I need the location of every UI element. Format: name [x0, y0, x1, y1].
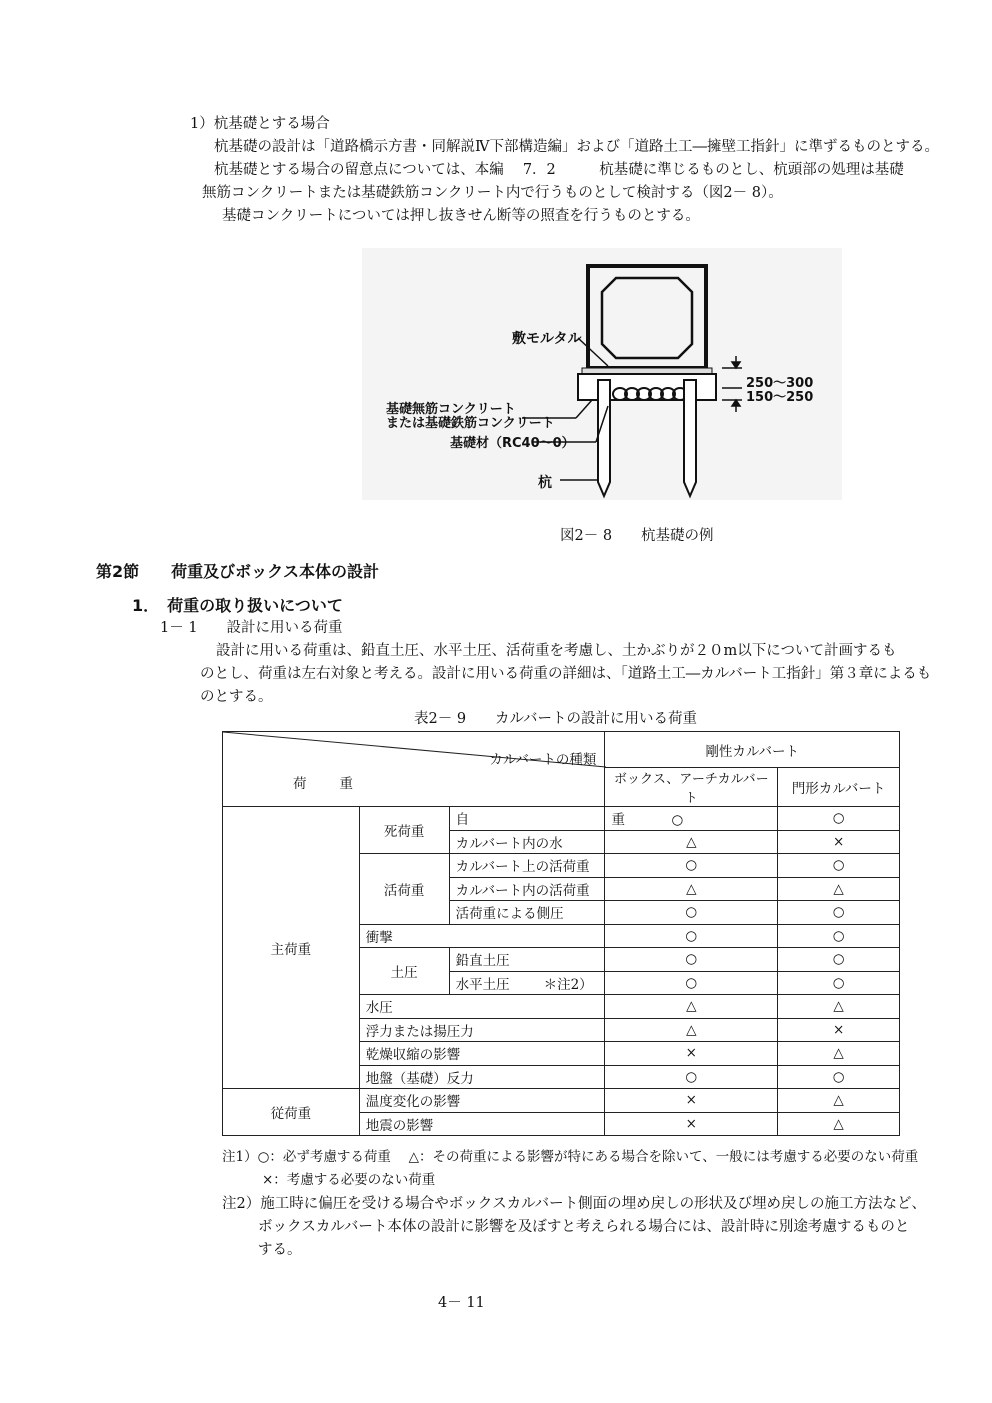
header-rigid-culvert: 剛性カルバート [605, 732, 900, 768]
row-water-inside: カルバート内の水 [449, 830, 605, 854]
paragraph-punching: 基礎コンクリートについては押し抜きせん断等の照査を行うものとする。 [222, 208, 700, 224]
row-temperature: 温度変化の影響 [359, 1089, 605, 1113]
mark-portal-r10: × [778, 1018, 900, 1042]
mark-box-r2: △ [605, 830, 778, 854]
row-drying: 乾燥収縮の影響 [359, 1042, 605, 1066]
mark-box-r1 [605, 807, 778, 831]
group-main-load: 主荷重 [223, 807, 360, 1089]
row-earthquake: 地震の影響 [359, 1112, 605, 1136]
mark-box-r14: × [605, 1112, 778, 1136]
row-self-weight [449, 807, 605, 831]
subsection-title: 1． 荷重の取り扱いについて [132, 596, 343, 615]
mark-box-r5: ○ [605, 901, 778, 925]
group-earth-pressure: 土圧 [359, 948, 449, 995]
figure-caption: 図2－ 8 杭基礎の例 [560, 528, 714, 544]
paragraph-notes-line2: 無筋コンクリートまたは基礎鉄筋コンクリート内で行うものとして検討する（図2－ 8）。 [202, 185, 783, 201]
group-live-load: 活荷重 [359, 854, 449, 925]
note2-line2: ボックスカルバート本体の設計に影響を及ぼすと考えられる場合には、設計時に別途考慮するものと [258, 1219, 910, 1235]
body-line1: 設計に用いる荷重は、鉛直土圧、水平土圧、活荷重を考慮し、土かぶりが２０m以下について計画するも [216, 643, 897, 659]
mark-portal-r5: ○ [778, 901, 900, 925]
body-line3: のとする。 [200, 689, 273, 705]
mark-box-r11: × [605, 1042, 778, 1066]
mark-portal-r1: ○ [778, 807, 900, 831]
mark-box-r10: △ [605, 1018, 778, 1042]
mark-portal-r4: △ [778, 877, 900, 901]
section-title: 第2節 荷重及びボックス本体の設計 [96, 562, 379, 581]
row-water-pressure: 水圧 [359, 995, 605, 1019]
mark-box-r9: △ [605, 995, 778, 1019]
row-buoyancy: 浮力または揚圧力 [359, 1018, 605, 1042]
header-load: 荷 重 [293, 776, 355, 792]
subsubsection-title: 1－ 1 設計に用いる荷重 [160, 620, 343, 636]
body-line2: のとし、荷重は左右対象と考える。設計に用いる荷重の詳細は、「道路土工―カルバート工指針」第３章によるも [200, 666, 932, 682]
header-box-arch: ボックス、アーチカルバート [605, 768, 778, 807]
mark-portal-r9: △ [778, 995, 900, 1019]
table-caption: 表2－ 9 カルバートの設計に用いる荷重 [414, 711, 698, 727]
mark-portal-r13: △ [778, 1089, 900, 1113]
label-concrete-reinforced: または基礎鉄筋コンクリート [386, 416, 555, 431]
row-live-in: カルバート内の活荷重 [449, 877, 605, 901]
mark-portal-r14: △ [778, 1112, 900, 1136]
mark-portal-r12: ○ [778, 1065, 900, 1089]
header-portal: 門形カルバート [778, 768, 900, 807]
note2-line3: する。 [258, 1242, 302, 1258]
row-live-side: 活荷重による側圧 [449, 901, 605, 925]
mark-portal-r8: ○ [778, 971, 900, 995]
note1-line1: 注1）○：必ず考慮する荷重 △：その荷重による影響が特にある場合を除いて、一般には考慮する必要のない荷重 [222, 1149, 919, 1165]
mark-box-r13: × [605, 1089, 778, 1113]
mark-portal-r3: ○ [778, 854, 900, 878]
row-horizontal-earth-label: 水平土圧 [455, 976, 510, 993]
section-heading-pile: 1）杭基礎とする場合 [190, 116, 330, 132]
note2-line1: 注2）施工時に偏圧を受ける場合やボックスカルバート側面の埋め戻しの形状及び埋め戻しの施工方法など、 [222, 1196, 927, 1212]
mark-box-r1-value: ○ [671, 812, 684, 829]
row-live-on: カルバート上の活荷重 [449, 854, 605, 878]
group-secondary-load: 従荷重 [223, 1089, 360, 1136]
load-table [222, 731, 900, 1136]
label-mortar: 敷モルタル [512, 331, 582, 347]
page-number: 4－ 11 [438, 1295, 485, 1311]
label-dim-upper: 250～300 [746, 376, 814, 391]
row-vertical-earth: 鉛直土圧 [449, 948, 605, 972]
row-self-weight-a: 自 [455, 812, 470, 829]
row-impact: 衝撃 [359, 924, 605, 948]
mark-portal-r6: ○ [778, 924, 900, 948]
table-corner-header [223, 732, 605, 807]
header-culvert-type: カルバートの種類 [489, 752, 597, 768]
figure-pile-foundation [362, 248, 842, 500]
paragraph-pile-design: 杭基礎の設計は「道路橋示方書・同解説Ⅳ下部構造編」および「道路土工―擁壁工指針」に準ずるものとする。 [214, 139, 939, 155]
row-horizontal-earth-note: ＊注2） [543, 976, 593, 993]
mark-portal-r11: △ [778, 1042, 900, 1066]
paragraph-notes-line1: 杭基礎とする場合の留意点については、本編 7．2 杭基礎に準じるものとし、杭頭部の処理は基礎 [214, 162, 904, 178]
mark-box-r8: ○ [605, 971, 778, 995]
mark-portal-r7: ○ [778, 948, 900, 972]
mark-box-r4: △ [605, 877, 778, 901]
row-reaction: 地盤（基礎）反力 [359, 1065, 605, 1089]
row-horizontal-earth [449, 971, 605, 995]
group-dead-load: 死荷重 [359, 807, 449, 854]
mark-box-r3: ○ [605, 854, 778, 878]
label-dim-lower: 150～250 [746, 390, 814, 405]
mark-box-r6: ○ [605, 924, 778, 948]
mark-box-r7: ○ [605, 948, 778, 972]
mark-portal-r2: × [778, 830, 900, 854]
label-pile: 杭 [538, 475, 552, 491]
mark-box-r12: ○ [605, 1065, 778, 1089]
label-concrete-plain: 基礎無筋コンクリート [386, 402, 516, 417]
row-self-weight-b: 重 [611, 812, 625, 829]
note1-line2: ×：考慮する必要のない荷重 [262, 1172, 436, 1188]
label-base-material: 基礎材（RC40～0） [450, 436, 575, 451]
